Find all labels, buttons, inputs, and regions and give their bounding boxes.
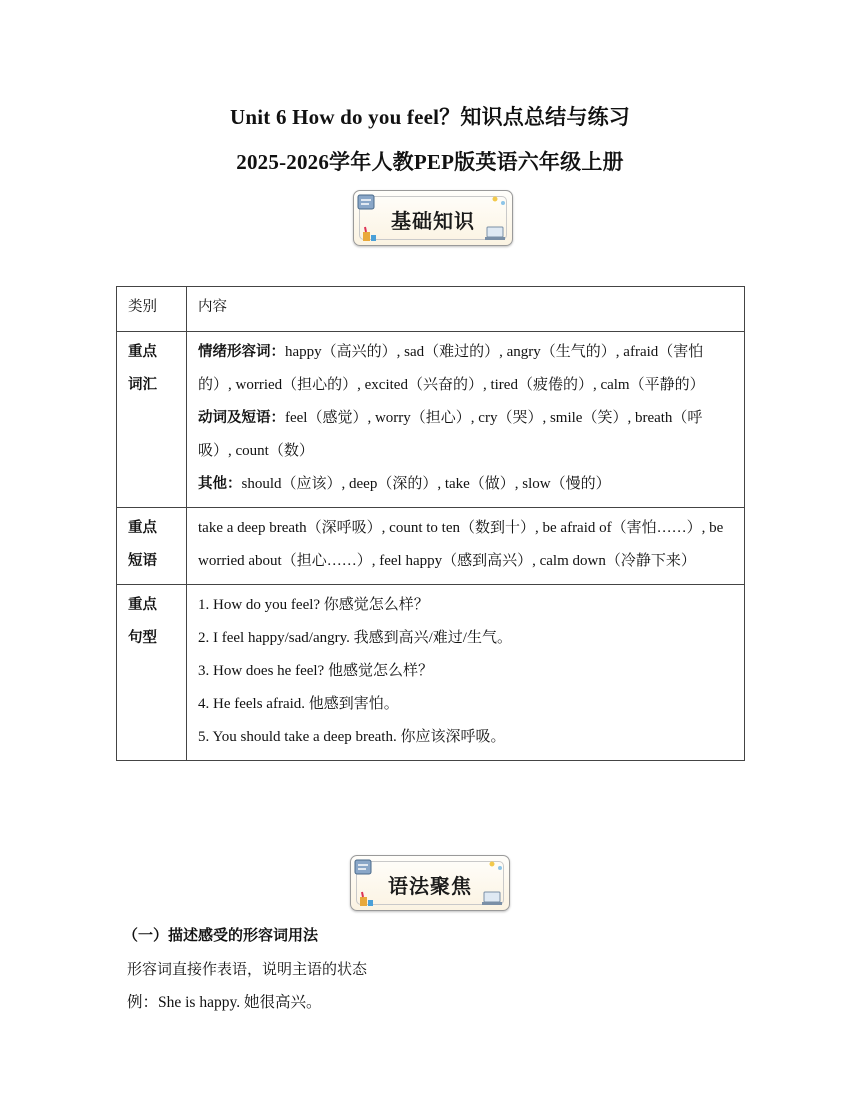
grammar-rule-text: 形容词直接作表语，说明主语的状态 [127, 960, 368, 978]
table-row-phrases [117, 508, 745, 585]
header-category: 类别 [117, 287, 187, 332]
table-row-vocabulary [117, 332, 745, 508]
vocab-group-verbs: 动词及短语：feel（感觉）, worry（担心）, cry（哭）, smile（笑）, breath（呼吸）, count（数） [198, 410, 703, 459]
category-cell: 重点 句型 [117, 585, 187, 761]
section-badge-grammar-focus [350, 855, 510, 911]
sentences-content [187, 585, 745, 761]
table-header-row [117, 287, 745, 332]
table-row-sentences [117, 585, 745, 761]
category-cell: 重点 短语 [117, 508, 187, 585]
header-content: 内容 [187, 287, 745, 332]
sentence-item: 3. How does he feel? 他感觉怎么样？ [198, 663, 433, 679]
grammar-example-text: 例：She is happy. 她很高兴。 [127, 994, 322, 1011]
vocab-group-others: 其他：should（应该）, deep（深的）, take（做）, slow（慢的） [198, 476, 611, 492]
grammar-section-heading: （一）描述感受的形容词用法 [123, 926, 319, 944]
document-subtitle: 2025-2026学年人教PEP版英语六年级上册 [236, 150, 624, 174]
vocabulary-content [187, 332, 745, 508]
document-title: Unit 6 How do you feel？知识点总结与练习 [230, 105, 630, 129]
vocab-group-adjectives: 情绪形容词：happy（高兴的）, sad（难过的）, angry（生气的）, afraid（害怕的）, worried（担心的）, excited（兴奋的）, tired（疲倦的）, calm（平静的） [198, 344, 705, 393]
sentence-item: 2. I feel happy/sad/angry. 我感到高兴/难过/生气。 [198, 630, 512, 646]
sentence-item: 4. He feels afraid. 他感到害怕。 [198, 696, 399, 712]
sentence-item: 5. You should take a deep breath. 你应该深呼吸。 [198, 729, 506, 745]
section-badge-basic-knowledge [353, 190, 513, 246]
category-cell: 重点 词汇 [117, 332, 187, 508]
badge-label: 语法聚焦 [388, 874, 472, 898]
phrases-content: take a deep breath（深呼吸）, count to ten（数到十）, be afraid of（害怕……）, be worried about（担心……）, feel happy（感到高兴）, calm down（冷静下来） [187, 508, 745, 585]
badge-label: 基础知识 [391, 209, 475, 233]
sentence-item: 1. How do you feel? 你感觉怎么样？ [198, 597, 429, 613]
knowledge-table [116, 286, 745, 761]
